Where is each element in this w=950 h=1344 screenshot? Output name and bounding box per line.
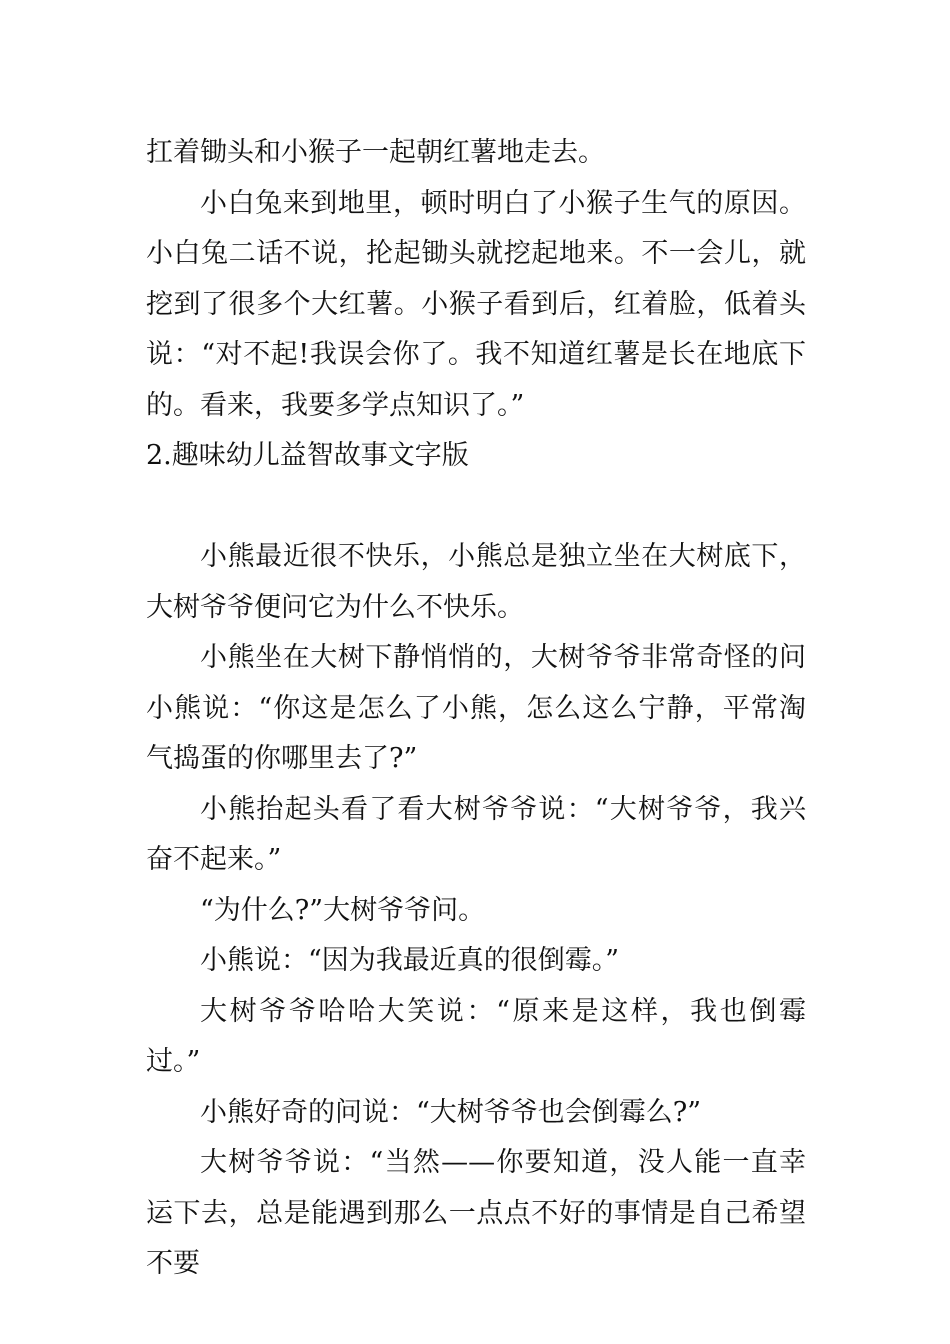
blank-line bbox=[146, 482, 806, 533]
section-heading: 2.趣味幼儿益智故事文字版 bbox=[146, 440, 469, 471]
paragraph-9: 小熊好奇的问说：“大树爷爷也会倒霉么?” bbox=[200, 1096, 702, 1128]
paragraph-5: 小熊抬起头看了看大树爷爷说：“大树爷爷，我兴奋不起来。” bbox=[146, 793, 806, 875]
paragraph-3: 小熊最近很不快乐，小熊总是独立坐在大树底下，大树爷爷便问它为什么不快乐。 bbox=[146, 541, 806, 623]
paragraph-4: 小熊坐在大树下静悄悄的，大树爷爷非常奇怪的问小熊说：“你这是怎么了小熊，怎么这么宁静，平常淘气捣蛋的你哪里去了?” bbox=[146, 642, 806, 774]
paragraph-8: 大树爷爷哈哈大笑说：“原来是这样，我也倒霉过。” bbox=[146, 995, 806, 1077]
paragraph-2: 小白兔来到地里，顿时明白了小猴子生气的原因。小白兔二话不说，抡起锄头就挖起地来。不一会儿，就挖到了很多个大红薯。小猴子看到后，红着脸，低着头说：“对不起!我误会你了。我不知道红薯是长在地底下的。看来，我要多学点知识了。” bbox=[146, 187, 806, 421]
paragraph-6: “为什么?”大树爷爷问。 bbox=[200, 894, 486, 926]
paragraph-1: 扛着锄头和小猴子一起朝红薯地走去。 bbox=[146, 137, 605, 168]
paragraph-7: 小熊说：“因为我最近真的很倒霉。” bbox=[200, 945, 620, 976]
story-text bbox=[146, 128, 806, 1290]
paragraph-10: 大树爷爷说：“当然——你要知道，没人能一直幸运下去，总是能遇到那么一点点不好的事情是自己希望不要 bbox=[146, 1147, 806, 1279]
